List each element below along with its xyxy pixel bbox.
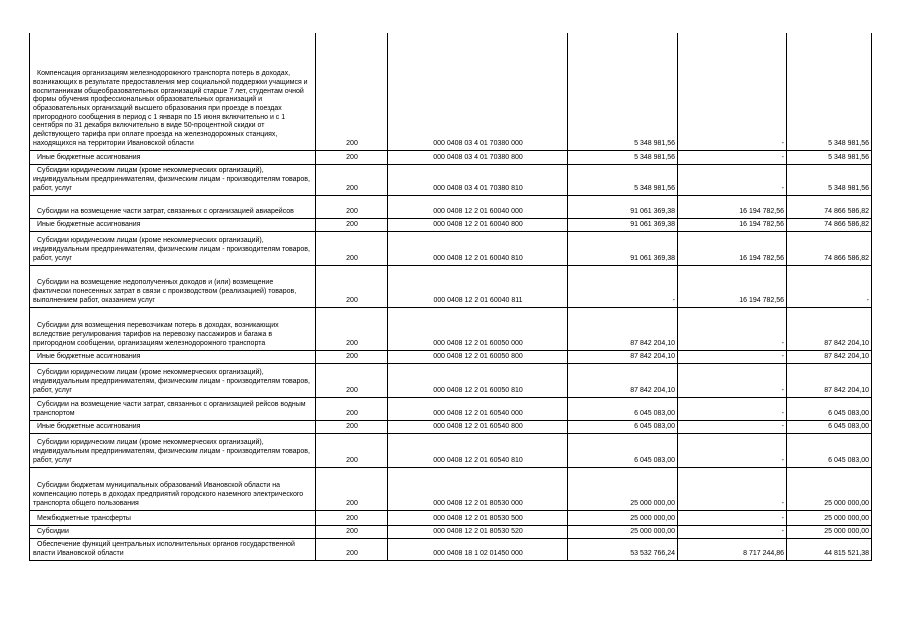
row-approved-amount: 87 842 204,10 xyxy=(568,307,678,350)
row-line-code: 200 xyxy=(316,397,388,420)
row-remainder-amount: - xyxy=(787,265,872,307)
row-approved-amount: 5 348 981,56 xyxy=(568,150,678,164)
row-budget-class-code: 000 0408 03 4 01 70380 000 xyxy=(388,33,568,150)
row-approved-amount: 5 348 981,56 xyxy=(568,33,678,150)
row-name: Субсидии на возмещение части затрат, связанных с организацией рейсов водным транспортом xyxy=(30,397,316,420)
row-line-code: 200 xyxy=(316,538,388,560)
row-line-code: 200 xyxy=(316,195,388,218)
row-remainder-amount: 44 815 521,38 xyxy=(787,538,872,560)
row-approved-amount: 6 045 083,00 xyxy=(568,397,678,420)
row-line-code: 200 xyxy=(316,433,388,467)
row-executed-amount: - xyxy=(678,510,787,525)
row-remainder-amount: 87 842 204,10 xyxy=(787,307,872,350)
row-approved-amount: - xyxy=(568,265,678,307)
row-remainder-amount: 25 000 000,00 xyxy=(787,467,872,510)
row-approved-amount: 5 348 981,56 xyxy=(568,164,678,195)
row-remainder-amount: 25 000 000,00 xyxy=(787,525,872,538)
table-row xyxy=(30,150,872,164)
row-name: Субсидии на возмещение части затрат, связанных с организацией авиарейсов xyxy=(30,195,316,218)
row-remainder-amount: 74 866 586,82 xyxy=(787,195,872,218)
row-approved-amount: 25 000 000,00 xyxy=(568,510,678,525)
row-approved-amount: 87 842 204,10 xyxy=(568,350,678,363)
row-executed-amount: - xyxy=(678,420,787,433)
row-budget-class-code: 000 0408 18 1 02 01450 000 xyxy=(388,538,568,560)
table-row xyxy=(30,231,872,265)
row-approved-amount: 91 061 369,38 xyxy=(568,195,678,218)
row-approved-amount: 25 000 000,00 xyxy=(568,525,678,538)
row-name: Субсидии юридическим лицам (кроме некоммерческих организаций), индивидуальным предпринимателям, физическим лицам - производителям товаров, работ, услуг xyxy=(30,164,316,195)
row-executed-amount: - xyxy=(678,350,787,363)
row-line-code: 200 xyxy=(316,350,388,363)
row-approved-amount: 53 532 766,24 xyxy=(568,538,678,560)
row-budget-class-code: 000 0408 12 2 01 60040 000 xyxy=(388,195,568,218)
row-line-code: 200 xyxy=(316,33,388,150)
row-line-code: 200 xyxy=(316,307,388,350)
row-name: Субсидии для возмещения перевозчикам потерь в доходах, возникающих вследствие регулирования тарифов на перевозку пассажиров и багажа в пригородном сообщении, организациям железнодорожного транспорта xyxy=(30,307,316,350)
row-executed-amount: 16 194 782,56 xyxy=(678,231,787,265)
row-remainder-amount: 87 842 204,10 xyxy=(787,350,872,363)
table-row xyxy=(30,195,872,218)
table-row xyxy=(30,433,872,467)
row-executed-amount: 16 194 782,56 xyxy=(678,218,787,231)
row-remainder-amount: 87 842 204,10 xyxy=(787,363,872,397)
row-budget-class-code: 000 0408 12 2 01 60050 810 xyxy=(388,363,568,397)
row-executed-amount: - xyxy=(678,33,787,150)
table-row xyxy=(30,467,872,510)
row-remainder-amount: 5 348 981,56 xyxy=(787,164,872,195)
row-line-code: 200 xyxy=(316,164,388,195)
row-remainder-amount: 6 045 083,00 xyxy=(787,420,872,433)
row-budget-class-code: 000 0408 12 2 01 60040 811 xyxy=(388,265,568,307)
row-name: Субсидии юридическим лицам (кроме некоммерческих организаций), индивидуальным предпринимателям, физическим лицам - производителям товаров, работ, услуг xyxy=(30,363,316,397)
row-budget-class-code: 000 0408 12 2 01 60050 800 xyxy=(388,350,568,363)
row-name: Иные бюджетные ассигнования xyxy=(30,420,316,433)
row-remainder-amount: 74 866 586,82 xyxy=(787,231,872,265)
table-row xyxy=(30,265,872,307)
row-approved-amount: 91 061 369,38 xyxy=(568,231,678,265)
row-budget-class-code: 000 0408 12 2 01 60040 800 xyxy=(388,218,568,231)
table-row xyxy=(30,538,872,560)
row-approved-amount: 6 045 083,00 xyxy=(568,433,678,467)
table-row xyxy=(30,164,872,195)
row-line-code: 200 xyxy=(316,150,388,164)
table-row xyxy=(30,510,872,525)
row-executed-amount: 16 194 782,56 xyxy=(678,195,787,218)
row-name: Субсидии юридическим лицам (кроме некоммерческих организаций), индивидуальным предпринимателям, физическим лицам - производителям товаров, работ, услуг xyxy=(30,433,316,467)
budget-execution-table xyxy=(29,33,872,561)
row-executed-amount: - xyxy=(678,525,787,538)
row-budget-class-code: 000 0408 12 2 01 60540 800 xyxy=(388,420,568,433)
row-name: Субсидии юридическим лицам (кроме некоммерческих организаций), индивидуальным предпринимателям, физическим лицам - производителям товаров, работ, услуг xyxy=(30,231,316,265)
row-executed-amount: - xyxy=(678,433,787,467)
row-executed-amount: - xyxy=(678,397,787,420)
row-name: Субсидии на возмещение недополученных доходов и (или) возмещение фактически понесенных затрат в связи с производством (реализацией) товаров, выполнением работ, оказанием услуг xyxy=(30,265,316,307)
row-executed-amount: - xyxy=(678,150,787,164)
row-name: Иные бюджетные ассигнования xyxy=(30,350,316,363)
row-budget-class-code: 000 0408 03 4 01 70380 800 xyxy=(388,150,568,164)
row-budget-class-code: 000 0408 12 2 01 60050 000 xyxy=(388,307,568,350)
row-remainder-amount: 6 045 083,00 xyxy=(787,397,872,420)
row-name: Обеспечение функций центральных исполнительных органов государственной власти Ивановской области xyxy=(30,538,316,560)
row-budget-class-code: 000 0408 12 2 01 80530 000 xyxy=(388,467,568,510)
row-remainder-amount: 5 348 981,56 xyxy=(787,33,872,150)
row-line-code: 200 xyxy=(316,265,388,307)
row-line-code: 200 xyxy=(316,510,388,525)
table-row xyxy=(30,350,872,363)
row-executed-amount: 8 717 244,86 xyxy=(678,538,787,560)
row-executed-amount: - xyxy=(678,363,787,397)
row-line-code: 200 xyxy=(316,363,388,397)
table-row xyxy=(30,307,872,350)
table-row xyxy=(30,397,872,420)
row-budget-class-code: 000 0408 03 4 01 70380 810 xyxy=(388,164,568,195)
row-executed-amount: - xyxy=(678,164,787,195)
row-budget-class-code: 000 0408 12 2 01 60540 000 xyxy=(388,397,568,420)
table-row xyxy=(30,363,872,397)
row-budget-class-code: 000 0408 12 2 01 80530 500 xyxy=(388,510,568,525)
row-budget-class-code: 000 0408 12 2 01 60540 810 xyxy=(388,433,568,467)
row-line-code: 200 xyxy=(316,218,388,231)
row-executed-amount: - xyxy=(678,307,787,350)
row-name: Субсидии бюджетам муниципальных образований Ивановской области на компенсацию потерь в доходах предприятий городского наземного электрического транспорта общего пользования xyxy=(30,467,316,510)
row-remainder-amount: 5 348 981,56 xyxy=(787,150,872,164)
row-approved-amount: 87 842 204,10 xyxy=(568,363,678,397)
row-name: Иные бюджетные ассигнования xyxy=(30,150,316,164)
row-line-code: 200 xyxy=(316,420,388,433)
row-name: Субсидии xyxy=(30,525,316,538)
row-remainder-amount: 74 866 586,82 xyxy=(787,218,872,231)
row-budget-class-code: 000 0408 12 2 01 60040 810 xyxy=(388,231,568,265)
row-name: Компенсация организациям железнодорожного транспорта потерь в доходах, возникающих в результате предоставления мер социальной поддержки учащимся и воспитанникам общеобразовательных организаций старше 7 лет, студентам очной формы обучения профессиональных образовательных организаций и образовательных организаций высшего образования при проезде в поездах пригородного сообщения в период с 1 января по 15 июня включительно и с 1 сентября по 31 декабря включительно в виде 50-процентной скидки от действующего тарифа при оплате проезда на железнодорожных станциях, находящихся на территории Ивановской области xyxy=(30,33,316,150)
row-executed-amount: - xyxy=(678,467,787,510)
row-approved-amount: 91 061 369,38 xyxy=(568,218,678,231)
table-row xyxy=(30,218,872,231)
table-row xyxy=(30,33,872,150)
row-remainder-amount: 25 000 000,00 xyxy=(787,510,872,525)
row-name: Иные бюджетные ассигнования xyxy=(30,218,316,231)
row-line-code: 200 xyxy=(316,525,388,538)
row-name: Межбюджетные трансферты xyxy=(30,510,316,525)
table-row xyxy=(30,525,872,538)
row-line-code: 200 xyxy=(316,231,388,265)
table-row xyxy=(30,420,872,433)
row-approved-amount: 25 000 000,00 xyxy=(568,467,678,510)
row-budget-class-code: 000 0408 12 2 01 80530 520 xyxy=(388,525,568,538)
row-approved-amount: 6 045 083,00 xyxy=(568,420,678,433)
row-remainder-amount: 6 045 083,00 xyxy=(787,433,872,467)
row-executed-amount: 16 194 782,56 xyxy=(678,265,787,307)
row-line-code: 200 xyxy=(316,467,388,510)
